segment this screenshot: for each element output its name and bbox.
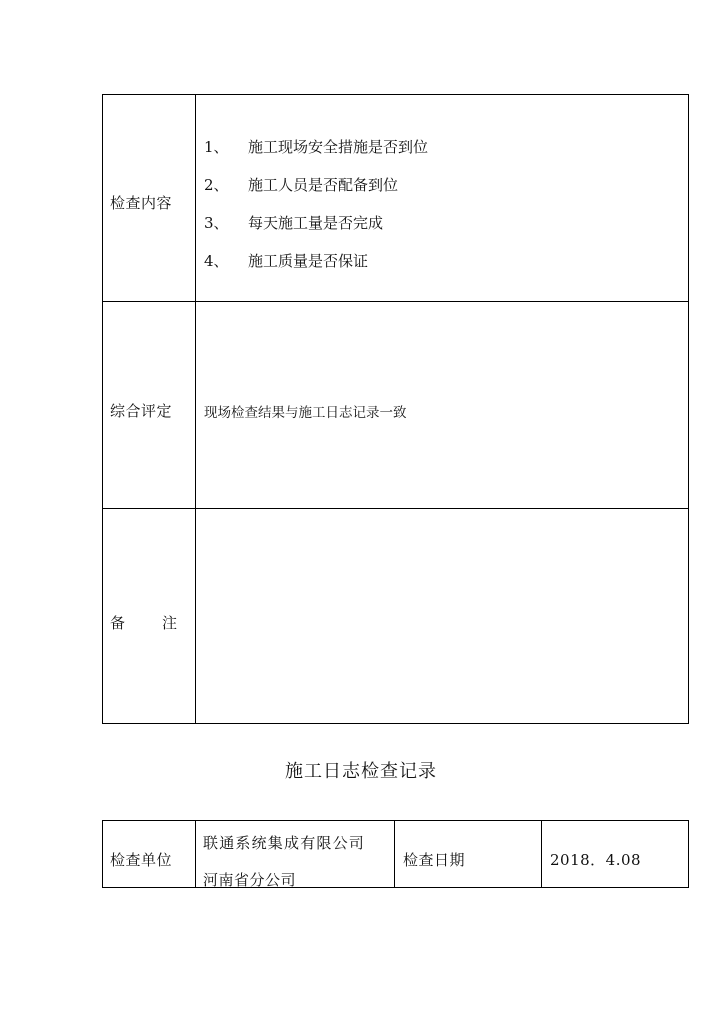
item-number: 3、 [204,214,229,232]
item-text: 施工质量是否保证 [248,252,369,270]
inspection-item [204,212,383,233]
section-title: 施工日志检查记录 [285,761,437,782]
table-row-divider [102,301,689,302]
inspection-unit-value-line2: 河南省分公司 [203,871,297,889]
remarks-label-part2: 注 [162,614,178,632]
inspection-item [204,136,428,157]
table-column-divider [394,820,395,888]
table-column-divider [541,820,542,888]
table-row-divider [102,508,689,509]
item-number: 4、 [204,252,229,270]
item-number: 1、 [204,138,229,156]
table-column-divider [195,820,196,888]
inspection-content-label: 检查内容 [110,194,173,212]
item-text: 施工人员是否配备到位 [248,176,399,194]
inspection-date-label: 检查日期 [403,851,466,869]
overall-evaluation-label: 综合评定 [110,402,173,420]
remarks-label-part1: 备 [110,614,126,632]
inspection-date-value: 2018．4.08 [550,851,642,869]
overall-evaluation-text: 现场检查结果与施工日志记录一致 [204,405,407,421]
inspection-unit-label: 检查单位 [110,851,173,869]
inspection-unit-value-line1: 联通系统集成有限公司 [203,834,366,852]
item-text: 每天施工量是否完成 [248,214,384,232]
table-column-divider [195,94,196,724]
inspection-item [204,250,368,271]
item-number: 2、 [204,176,229,194]
item-text: 施工现场安全措施是否到位 [248,138,429,156]
inspection-item [204,174,398,195]
